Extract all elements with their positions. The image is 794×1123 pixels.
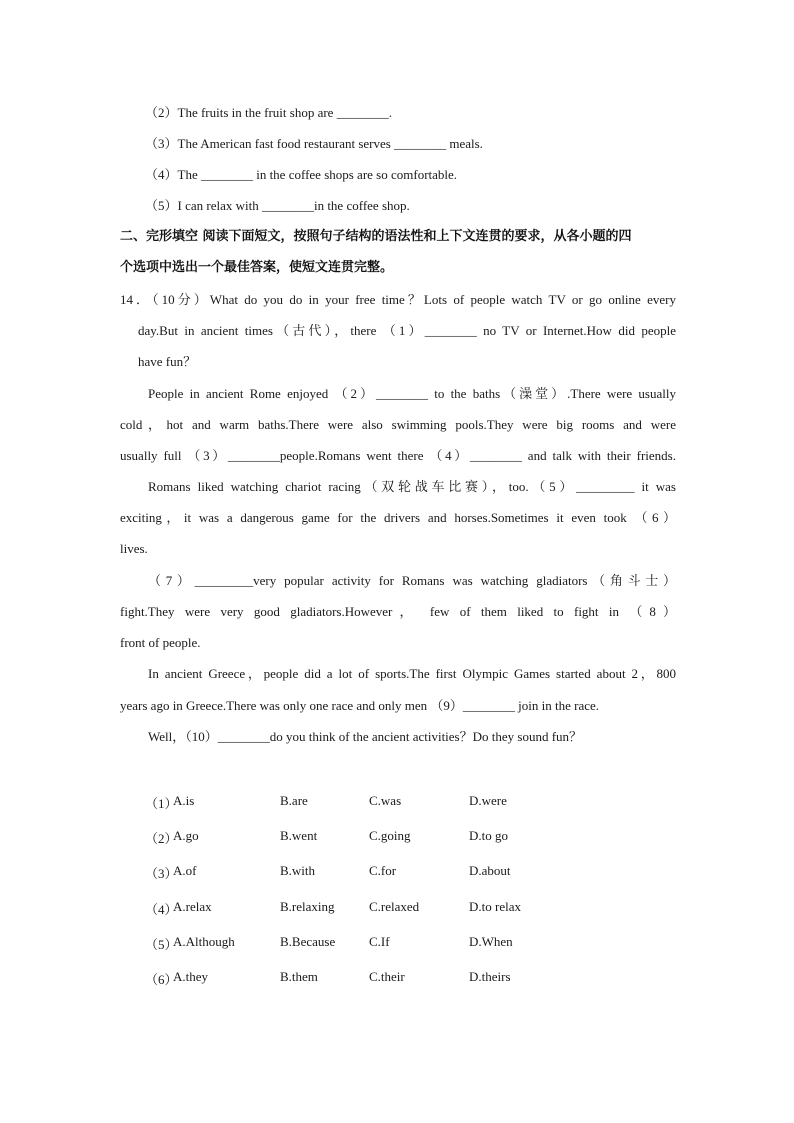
option-a[interactable]: A.of: [173, 863, 197, 878]
passage-line: （7）_________very popular activity for Romans was watching gladiators（角斗士）: [148, 573, 676, 588]
passage-line: In ancient Greece，people did a lot of sports.The first Olympic Games started about 2，800: [148, 666, 676, 681]
option-d[interactable]: D.to relax: [469, 899, 521, 914]
option-c[interactable]: C.was: [369, 793, 402, 808]
question-intro: [120, 292, 676, 308]
option-b[interactable]: B.with: [280, 863, 316, 878]
option-c[interactable]: C.for: [369, 863, 397, 878]
fill-item: （2）The fruits in the fruit shop are ________.: [145, 105, 392, 120]
option-c[interactable]: C.If: [369, 934, 390, 949]
option-d[interactable]: D.to go: [469, 828, 508, 843]
option-a[interactable]: A.go: [173, 828, 199, 843]
option-number: （5）: [145, 937, 178, 952]
question-intro-cont: [138, 323, 676, 339]
passage-line: usually full （3）________people.Romans went there （4）________ and talk with their friends.: [120, 448, 676, 463]
passage-line: Well，（10）________do you think of the ancient activities？Do they sound fun？: [148, 729, 583, 744]
fill-item: （3）The American fast food restaurant serves ________ meals.: [145, 136, 483, 151]
option-b[interactable]: B.are: [280, 793, 308, 808]
option-d[interactable]: D.When: [469, 934, 513, 949]
passage-line: People in ancient Rome enjoyed （2）________ to the baths（澡堂）.There were usually: [148, 386, 676, 401]
option-b[interactable]: B.Because: [280, 934, 336, 949]
passage-line: cold，hot and warm baths.There were also swimming pools.They were big rooms and were: [120, 417, 676, 432]
question-line: 14．（10分）What do you do in your free time？Lots of people watch TV or go online every: [120, 292, 676, 307]
option-number: （1）: [145, 796, 178, 811]
option-b[interactable]: B.relaxing: [280, 899, 335, 914]
option-a[interactable]: A.is: [173, 793, 195, 808]
option-number: （3）: [145, 866, 178, 881]
option-d[interactable]: D.were: [469, 793, 507, 808]
option-d[interactable]: D.about: [469, 863, 511, 878]
option-b[interactable]: B.went: [280, 828, 318, 843]
passage-line: exciting，it was a dangerous game for the drivers and horses.Sometimes it even took （6）: [120, 510, 676, 525]
section-heading-line-1: 二、完形填空 阅读下面短文，按照句子结构的语法性和上下文连贯的要求，从各小题的四: [120, 229, 632, 244]
passage-line: lives.: [120, 541, 148, 556]
option-number: （6）: [145, 972, 178, 987]
fill-item: （5）I can relax with ________in the coffee shop.: [145, 198, 410, 213]
passage-line: Romans liked watching chariot racing（双轮战车比赛），too.（5）_________ it was: [148, 479, 676, 494]
option-a[interactable]: A.relax: [173, 899, 212, 914]
section-heading-line-2: 个选项中选出一个最佳答案，使短文连贯完整。: [120, 260, 394, 275]
option-d[interactable]: D.theirs: [469, 969, 511, 984]
option-b[interactable]: B.them: [280, 969, 318, 984]
option-c[interactable]: C.their: [369, 969, 405, 984]
passage-line: years ago in Greece.There was only one race and only men （9）________ join in the race.: [120, 698, 600, 713]
option-c[interactable]: C.going: [369, 828, 411, 843]
question-line: day.But in ancient times（古代），there （1）________ no TV or Internet.How did people: [138, 323, 676, 338]
fill-item: （4）The ________ in the coffee shops are so comfortable.: [145, 167, 458, 182]
option-a[interactable]: A.Although: [173, 934, 235, 949]
option-c[interactable]: C.relaxed: [369, 899, 420, 914]
question-line: have fun？: [138, 354, 197, 369]
option-number: （4）: [145, 902, 178, 917]
passage-line: fight.They were very good gladiators.However， few of them liked to fight in （8）: [120, 604, 676, 619]
option-a[interactable]: A.they: [173, 969, 209, 984]
option-number: （2）: [145, 831, 178, 846]
passage-line: front of people.: [120, 635, 201, 650]
